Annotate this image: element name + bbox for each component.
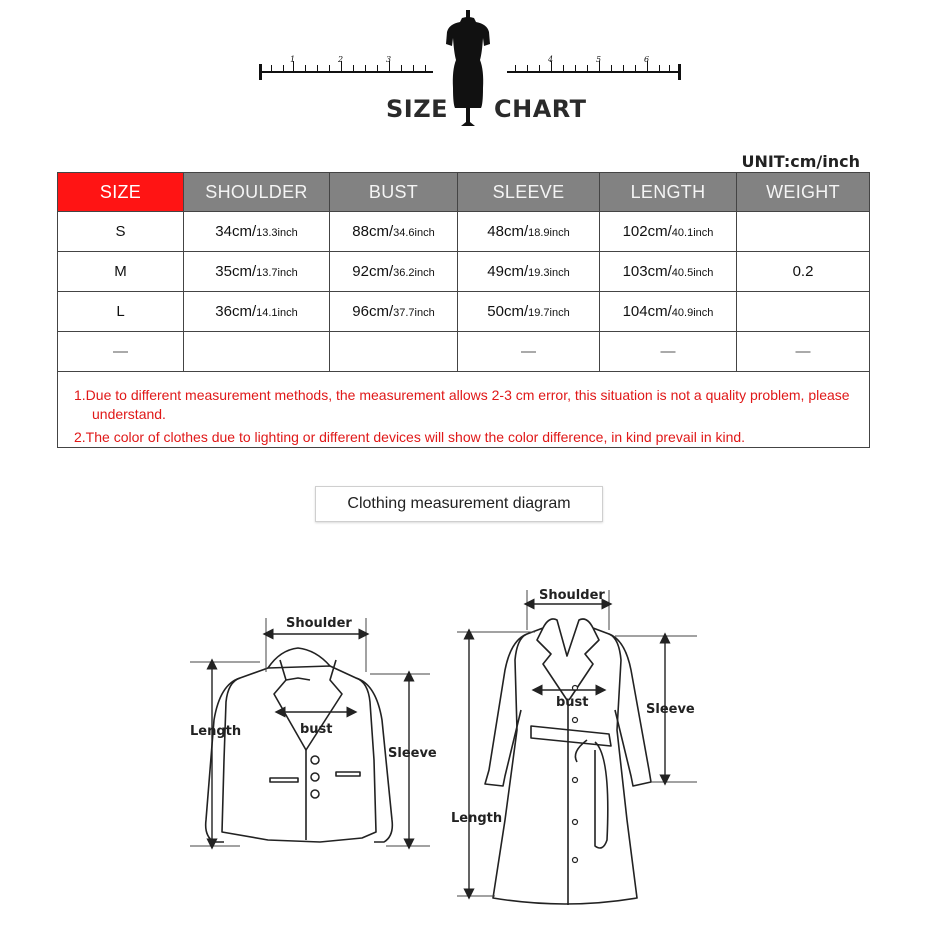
dash-cell: — (458, 332, 600, 372)
notes-row (58, 372, 870, 448)
shoulder-cell: 35cm/13.7inch (184, 252, 330, 292)
shoulder-cell: 34cm/13.3inch (184, 212, 330, 252)
jacket-button-icon (311, 756, 319, 764)
dash-cell: — (600, 332, 737, 372)
table-header-row (58, 173, 870, 212)
note-color: 2.The color of clothes due to lighting or different devices will show the color difference, in kind prevail in kind. (74, 429, 746, 445)
coat-shoulder-label: Shoulder (539, 588, 605, 603)
coat-button-icon (573, 718, 578, 723)
empty-cell (330, 332, 458, 372)
table-row (58, 292, 870, 332)
notes-cell (58, 372, 870, 448)
size-title: SIZE (386, 95, 449, 123)
ruler-number: 2 (338, 55, 344, 64)
jacket-button-icon (311, 773, 319, 781)
table-row (58, 212, 870, 252)
jacket-button-icon (311, 790, 319, 798)
ruler-right (507, 55, 681, 85)
chart-title: CHART (494, 95, 587, 123)
sleeve-cell: 50cm/19.7inch (458, 292, 600, 332)
ruler-number: 1 (290, 55, 296, 64)
length-cell: 104cm/40.9inch (600, 292, 737, 332)
size-cell: S (58, 212, 184, 252)
dash-cell: — (737, 332, 870, 372)
jacket-bust-label: bust (300, 722, 333, 737)
column-header-bust: BUST (330, 173, 458, 212)
length-cell: 103cm/40.5inch (600, 252, 737, 292)
bust-cell: 88cm/34.6inch (330, 212, 458, 252)
column-header-size: SIZE (58, 173, 184, 212)
jacket-diagram (180, 610, 440, 860)
sleeve-cell: 48cm/18.9inch (458, 212, 600, 252)
jacket-sleeve-label: Sleeve (388, 746, 437, 761)
ruler-number: 3 (386, 55, 392, 64)
coat-button-icon (573, 820, 578, 825)
column-header-weight: WEIGHT (737, 173, 870, 212)
coat-bust-label: bust (556, 695, 589, 710)
column-header-length: LENGTH (600, 173, 737, 212)
coat-button-icon (573, 778, 578, 783)
jacket-outline-icon (206, 648, 393, 842)
coat-length-label: Length (451, 811, 503, 826)
weight-cell (737, 212, 870, 252)
weight-cell (737, 292, 870, 332)
note-measurement: 1.Due to different measurement methods, the measurement allows 2-3 cm error, this situation is not a quality problem, please understand. (74, 387, 850, 422)
size-table (57, 172, 870, 448)
coat-diagram (445, 580, 715, 915)
dash-cell: — (58, 332, 184, 372)
column-header-sleeve: SLEEVE (458, 173, 600, 212)
unit-label: UNIT:cm/inch (741, 152, 860, 171)
mannequin-icon (443, 8, 493, 128)
column-header-shoulder: SHOULDER (184, 173, 330, 212)
ruler-left (259, 55, 433, 85)
bust-cell: 92cm/36.2inch (330, 252, 458, 292)
coat-button-icon (573, 858, 578, 863)
ruler-number: 4 (548, 55, 554, 64)
jacket-length-label: Length (190, 724, 242, 739)
bust-cell: 96cm/37.7inch (330, 292, 458, 332)
sleeve-cell: 49cm/19.3inch (458, 252, 600, 292)
ruler-number: 5 (596, 55, 602, 64)
ruler-number: 6 (644, 55, 650, 64)
size-cell: L (58, 292, 184, 332)
shoulder-cell: 36cm/14.1inch (184, 292, 330, 332)
coat-sleeve-label: Sleeve (646, 702, 695, 717)
clothing-measurement-diagram-button[interactable]: Clothing measurement diagram (315, 486, 603, 522)
length-cell: 102cm/40.1inch (600, 212, 737, 252)
table-row (58, 332, 870, 372)
empty-cell (184, 332, 330, 372)
table-row (58, 252, 870, 292)
size-chart-header (0, 0, 930, 140)
size-cell: M (58, 252, 184, 292)
coat-outline-icon (485, 619, 651, 905)
weight-cell: 0.2 (737, 252, 870, 292)
jacket-shoulder-label: Shoulder (286, 616, 352, 631)
